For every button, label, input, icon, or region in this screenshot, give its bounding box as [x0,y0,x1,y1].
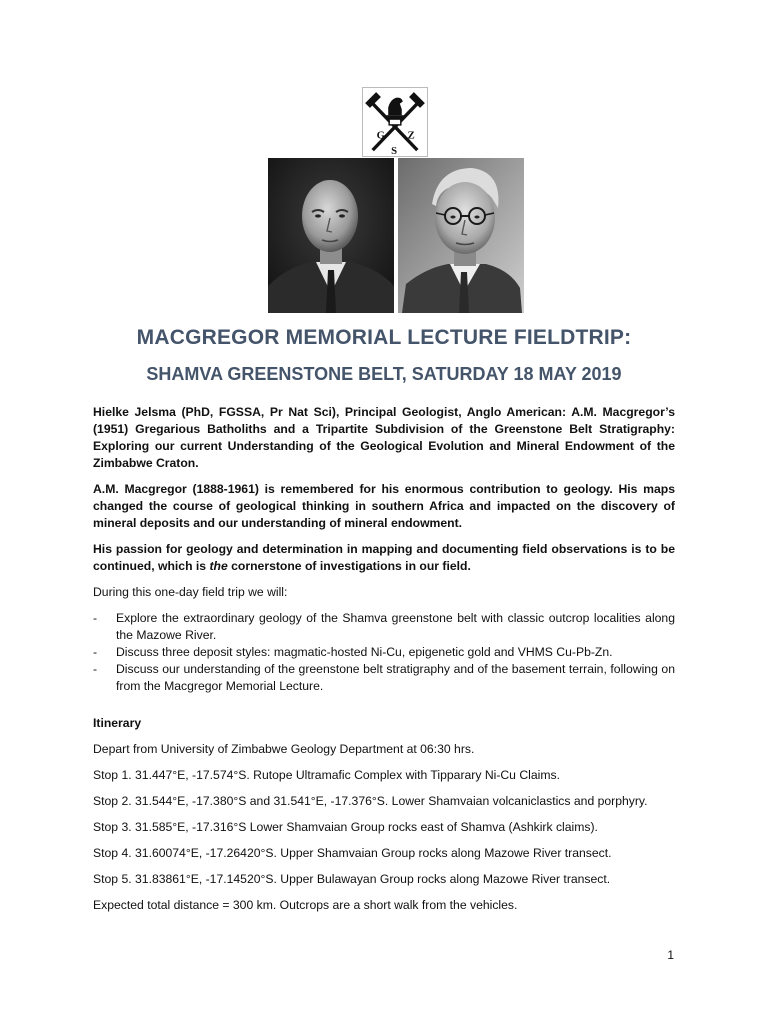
logo-letter-g: G [376,130,385,142]
field-trip-intro: During this one-day field trip we will: [93,585,288,599]
passion-paragraph [93,541,675,575]
page-number: 1 [667,948,674,962]
objectives-list [93,610,675,695]
list-item: - Explore the extraordinary geology of the Shamva greenstone belt with classic outcrop localities along the Mazowe River. [93,610,675,644]
logo-letter-s: S [391,146,398,156]
distance-note: Expected total distance = 300 km. Outcrops are a short walk from the vehicles. [93,898,518,912]
gsz-logo [362,87,428,157]
crossed-hammers-icon [363,88,427,156]
itinerary-stop: Stop 3. 31.585°E, -17.316°S Lower Shamvaian Group rocks east of Shamva (Ashkirk claims). [93,820,598,834]
itinerary-stop: Stop 5. 31.83861°E, -17.14520°S. Upper Bulawayan Group rocks along Mazowe River transect. [93,872,611,886]
passion-text-start: His passion for geology and determination in mapping and documenting field observations is to be continued, which is [93,542,675,573]
list-item: - Discuss three deposit styles: magmatic-hosted Ni-Cu, epigenetic gold and VHMS Cu-Pb-Zn. [93,644,675,661]
departure-line: Depart from University of Zimbabwe Geology Department at 06:30 hrs. [93,742,475,756]
logo-letter-z: Z [407,130,415,142]
itinerary-stop: Stop 1. 31.447°E, -17.574°S. Rutope Ultramafic Complex with Tipparary Ni-Cu Claims. [93,768,560,782]
document-body [93,404,675,923]
portrait-photo-left [268,158,394,313]
passion-text-end: cornerstone of investigations in our field. [227,559,471,573]
itinerary-stop: Stop 2. 31.544°E, -17.380°S and 31.541°E, -17.376°S. Lower Shamvaian volcaniclastics and porphyry. [93,794,648,808]
page-title: MACGREGOR MEMORIAL LECTURE FIELDTRIP: [136,326,632,349]
list-item: - Discuss our understanding of the greenstone belt stratigraphy and of the basement terrain, following on from the Macgregor Memorial Lecture. [93,661,675,695]
portrait-photo-right [398,158,524,313]
itinerary-stop: Stop 4. 31.60074°E, -17.26420°S. Upper Shamvaian Group rocks along Mazowe River transect. [93,846,612,860]
lecture-description-paragraph: Hielke Jelsma (PhD, FGSSA, Pr Nat Sci), Principal Geologist, Anglo American: A.M. Macgregor’s (1951) Gregarious Batholiths and a Tripartite Subdivision of the Greenstone Belt Stratigraphy: Exploring our current Understanding of the Geological Evolution and Mineral Endowment of the Zimbabwe Craton. [93,405,675,470]
itinerary-heading: Itinerary [93,716,142,730]
macgregor-bio-paragraph: A.M. Macgregor (1888-1961) is remembered for his enormous contribution to geology. His maps changed the course of geological thinking in southern Africa and impacted on the discovery of mineral deposits and our understanding of mineral endowment. [93,482,675,530]
page-subtitle: SHAMVA GREENSTONE BELT, SATURDAY 18 MAY 2019 [146,364,622,384]
passion-text-emphasis: the [209,559,228,573]
